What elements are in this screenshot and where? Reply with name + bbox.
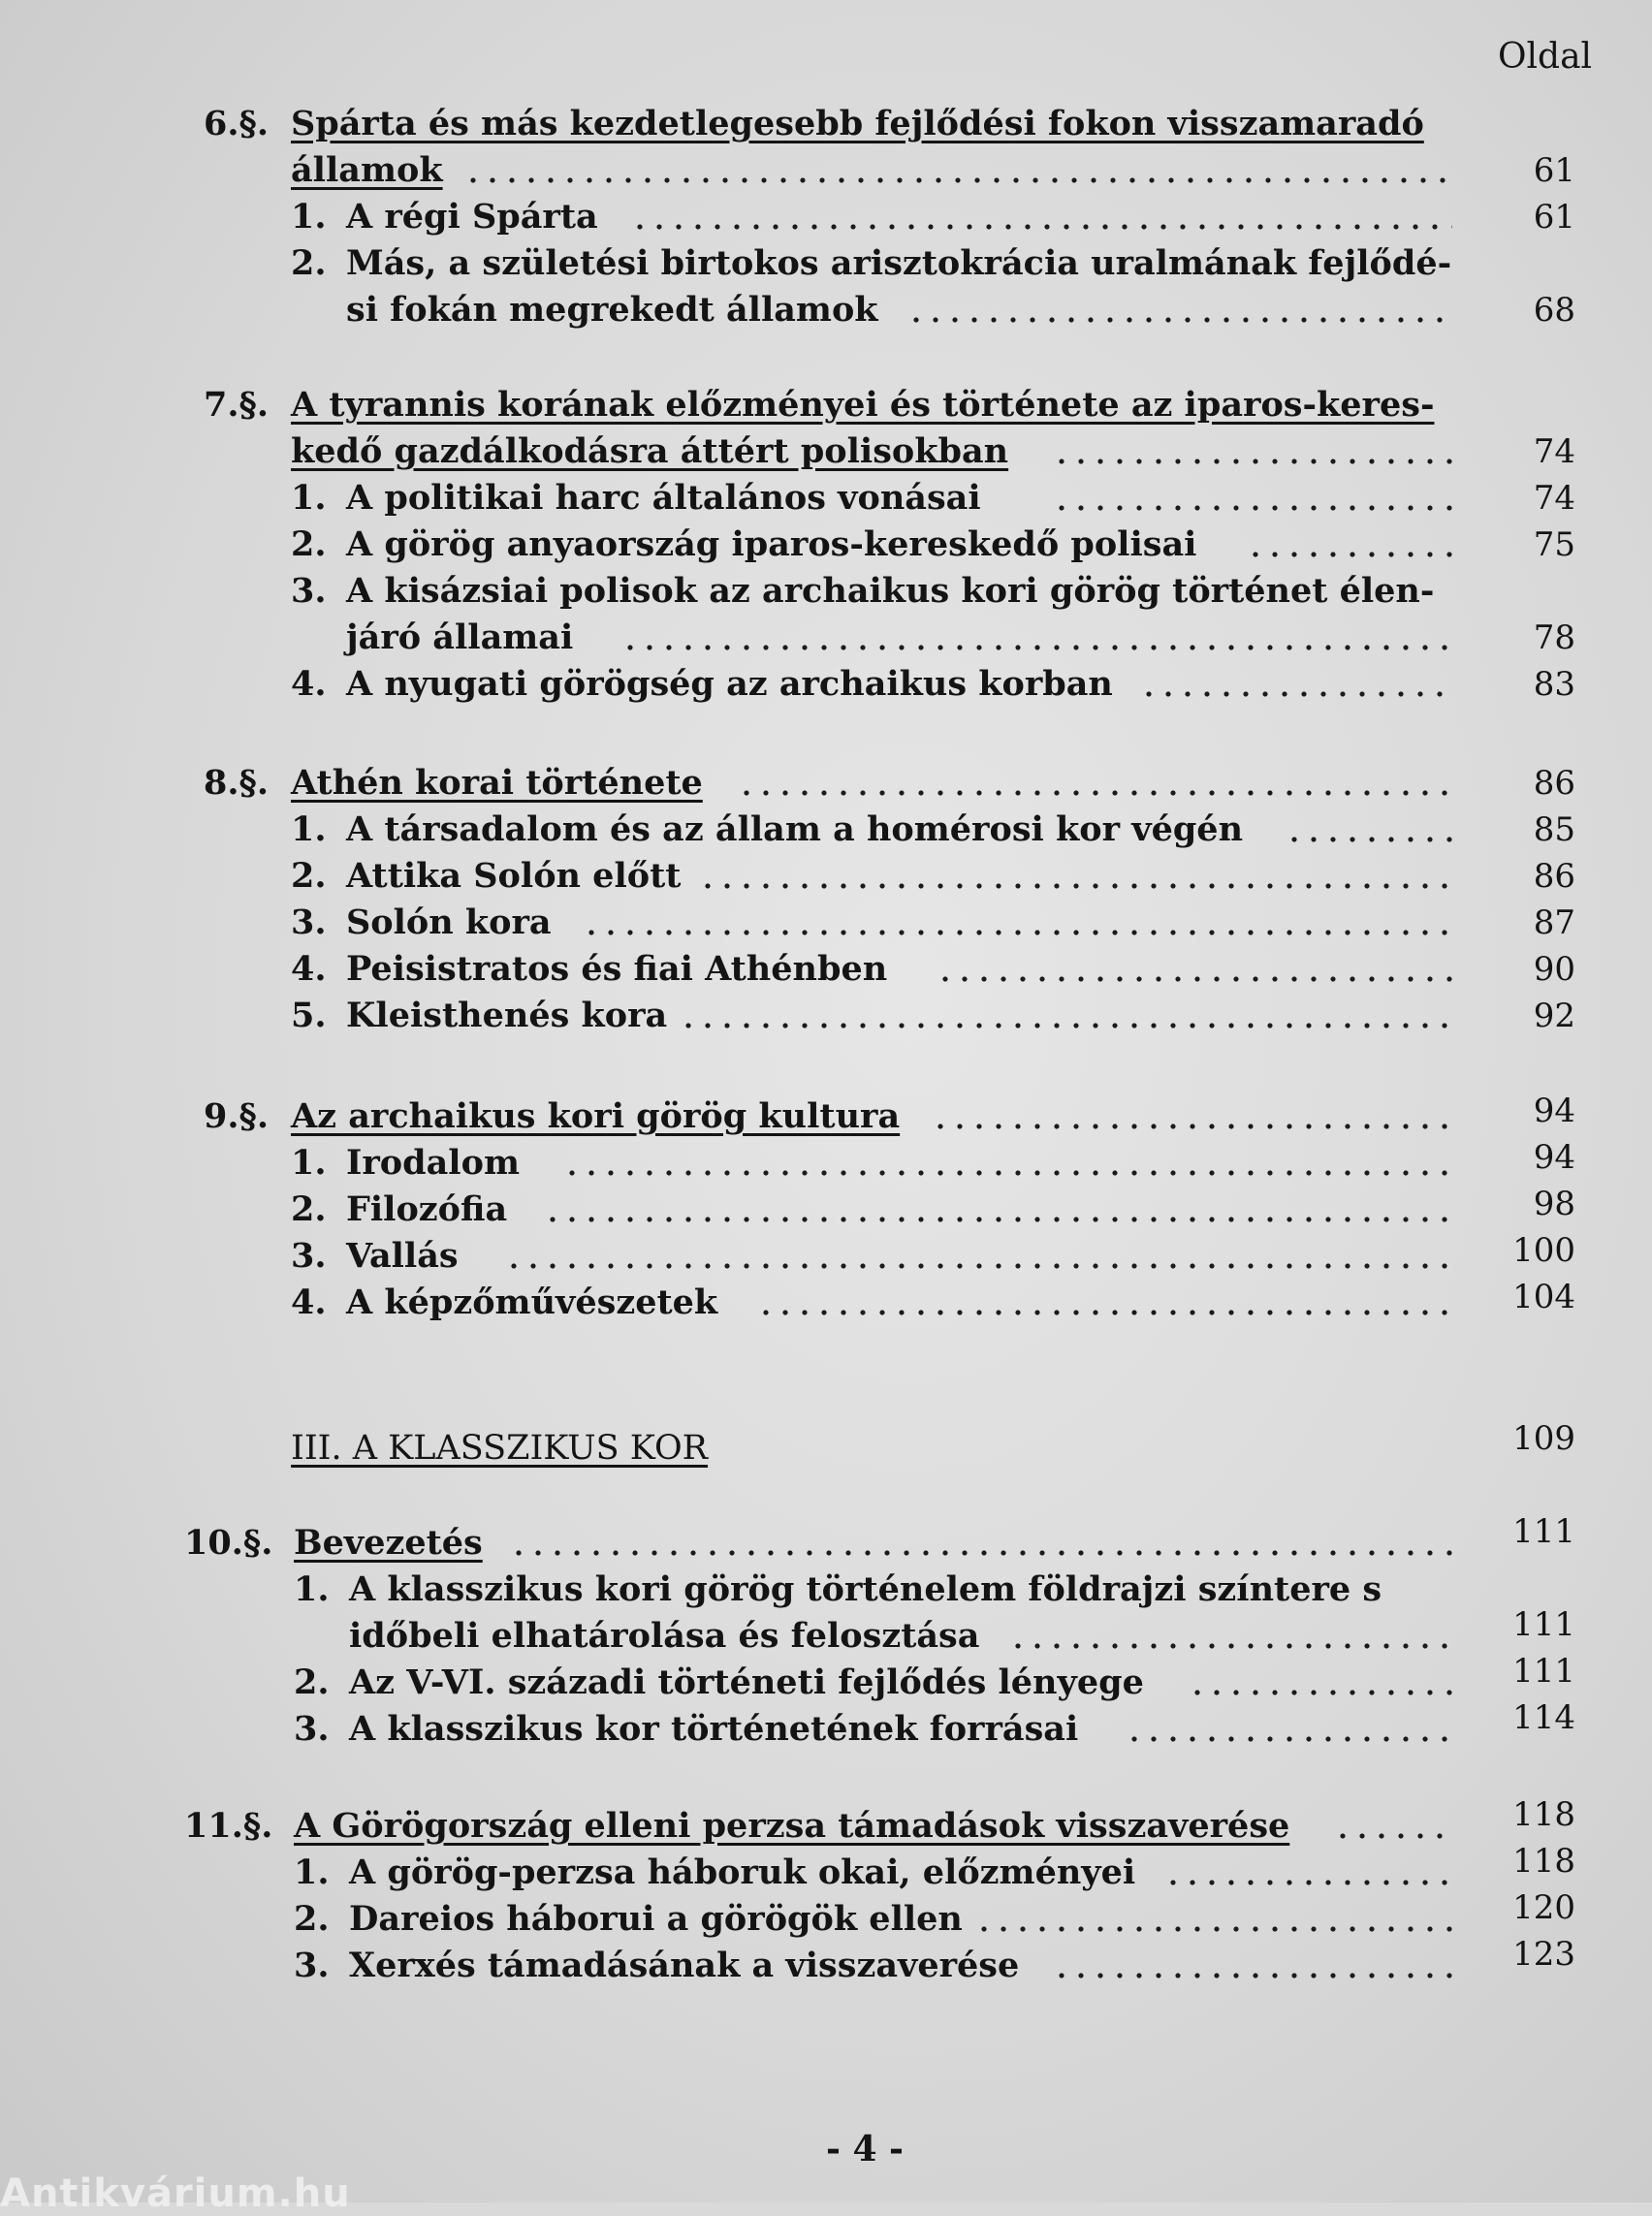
- section-8-item-3-text: Solón kora: [346, 902, 552, 942]
- section-6-item-2-text: Más, a születési birtokos arisztokrácia uralmának fejlődé-: [346, 243, 1452, 283]
- section-10-item-1-page: 111: [1512, 1605, 1575, 1644]
- section-11-item-3-number: 3.: [294, 1946, 330, 1985]
- section-8-item-5-page: 92: [1533, 997, 1575, 1035]
- section-10-item-2-page: 111: [1512, 1652, 1575, 1691]
- leader-dots: [562, 1170, 1452, 1176]
- section-10-item-3-page: 114: [1512, 1698, 1575, 1737]
- section-8-item-1-page: 85: [1533, 810, 1575, 849]
- section-11-item-2-page: 120: [1512, 1888, 1575, 1927]
- leader-dots: [936, 976, 1452, 982]
- section-8-item-4-number: 4.: [291, 949, 327, 989]
- section-8-item-1-text: A társadalom és az állam a homérosi kor végén: [346, 809, 1244, 849]
- section-7-item-3-page: 78: [1533, 618, 1575, 657]
- section-9-number: 9.§.: [204, 1096, 270, 1136]
- leader-dots: [1246, 552, 1452, 557]
- section-9-item-3-number: 3.: [291, 1236, 327, 1276]
- section-7-item-2-text: A görög anyaország iparos-kereskedő polisai: [346, 524, 1197, 564]
- leader-dots: [756, 1310, 1452, 1315]
- leader-dots: [630, 224, 1452, 230]
- section-9-item-4-number: 4.: [291, 1282, 327, 1322]
- section-7-item-1-page: 74: [1533, 479, 1575, 518]
- leader-dots: [1125, 1736, 1452, 1742]
- section-7-item-3-number: 3.: [291, 571, 327, 611]
- section-10-item-1-text-line2: időbeli elhatárolása és felosztása: [349, 1616, 980, 1656]
- section-7-item-4-number: 4.: [291, 664, 327, 704]
- section-10-item-2-number: 2.: [294, 1662, 330, 1702]
- section-8-item-3-number: 3.: [291, 902, 327, 942]
- leader-dots: [737, 790, 1452, 796]
- section-9-item-1-page: 94: [1533, 1138, 1575, 1177]
- section-10-item-3-number: 3.: [294, 1709, 330, 1749]
- section-7-title-line2: kedő gazdálkodásra áttért polisokban: [291, 431, 1009, 471]
- section-7-item-3-text: A kisázsiai polisok az archaikus kori görög történet élen-: [346, 571, 1435, 611]
- section-6-item-2-number: 2.: [291, 243, 327, 283]
- section-7-number: 7.§.: [204, 385, 270, 425]
- leader-dots: [1333, 1833, 1452, 1839]
- section-11-number: 11.§.: [184, 1806, 273, 1846]
- page-column-header: Oldal: [1498, 37, 1593, 77]
- section-9-item-3-page: 100: [1512, 1231, 1575, 1270]
- section-6-item-2-text-line2: si fokán megrekedt államok: [346, 290, 878, 330]
- section-8-item-1-number: 1.: [291, 809, 327, 849]
- leader-dots: [698, 883, 1452, 889]
- leader-dots: [509, 1550, 1452, 1556]
- section-6-title-line2: államok: [291, 150, 443, 190]
- leader-dots: [679, 1023, 1452, 1029]
- section-8-item-4-page: 90: [1533, 950, 1575, 989]
- section-6-title-line1: Spárta és más kezdetlegesebb fejlődési fokon visszamaradó: [291, 104, 1424, 143]
- section-11-item-1-text: A görög-perzsa háboruk okai, előzményei: [349, 1852, 1136, 1892]
- section-11-item-3-page: 123: [1512, 1935, 1575, 1974]
- section-8-item-3-page: 87: [1533, 903, 1575, 942]
- section-7-item-2-page: 75: [1533, 525, 1575, 564]
- section-7-item-1-number: 1.: [291, 478, 327, 518]
- leader-dots: [1139, 691, 1452, 697]
- section-8-item-2-number: 2.: [291, 856, 327, 896]
- section-7-item-2-number: 2.: [291, 524, 327, 564]
- section-9-item-1-number: 1.: [291, 1143, 327, 1183]
- section-8-title: Athén korai története: [291, 763, 703, 803]
- section-10-number: 10.§.: [184, 1523, 273, 1563]
- section-8-item-5-text: Kleisthenés kora: [346, 996, 668, 1035]
- section-10-item-2-text: Az V-VI. századi történeti fejlődés lényege: [349, 1662, 1144, 1702]
- leader-dots: [1052, 505, 1452, 511]
- section-6-item-1-number: 1.: [291, 197, 327, 237]
- section-6-item-1-page: 61: [1533, 198, 1575, 237]
- section-9-item-2-page: 98: [1533, 1185, 1575, 1223]
- section-10-item-1-number: 1.: [294, 1569, 330, 1609]
- section-9-item-1-text: Irodalom: [346, 1143, 520, 1183]
- leader-dots: [906, 317, 1452, 323]
- section-10-page: 111: [1512, 1512, 1575, 1551]
- part-3-title: III. A KLASSZIKUS KOR: [291, 1429, 709, 1468]
- leader-dots: [1285, 837, 1452, 842]
- watermark: Antikvárium.hu: [0, 2171, 351, 2216]
- section-8-item-4-text: Peisistratos és fiai Athénben: [346, 949, 888, 989]
- section-9-page: 94: [1533, 1092, 1575, 1130]
- section-7-item-3-text-line2: járó államai: [346, 617, 574, 657]
- section-11-item-2-number: 2.: [294, 1899, 330, 1939]
- leader-dots: [463, 177, 1452, 183]
- leader-dots: [504, 1263, 1452, 1269]
- section-6-number: 6.§.: [204, 104, 270, 143]
- section-9-item-4-text: A képzőművészetek: [346, 1282, 718, 1322]
- section-6-page: 61: [1533, 151, 1575, 190]
- section-9-title: Az archaikus kori görög kultura: [291, 1096, 901, 1136]
- leader-dots: [1052, 459, 1452, 464]
- leader-dots: [1188, 1690, 1452, 1695]
- section-11-item-3-text: Xerxés támadásának a visszaverése: [349, 1946, 1020, 1985]
- leader-dots: [1163, 1880, 1452, 1885]
- section-11-item-2-text: Dareios háborui a görögök ellen: [349, 1899, 963, 1939]
- leader-dots: [1052, 1973, 1452, 1979]
- section-7-item-4-page: 83: [1533, 665, 1575, 704]
- leader-dots: [931, 1124, 1452, 1129]
- section-11-page: 118: [1512, 1795, 1575, 1834]
- section-8-number: 8.§.: [204, 763, 270, 803]
- section-11-item-1-page: 118: [1512, 1842, 1575, 1881]
- section-7-item-1-text: A politikai harc általános vonásai: [346, 478, 981, 518]
- leader-dots: [974, 1926, 1452, 1932]
- section-10-title: Bevezetés: [294, 1523, 483, 1563]
- section-8-item-2-page: 86: [1533, 857, 1575, 896]
- section-6-item-2-page: 68: [1533, 291, 1575, 330]
- section-8-page: 86: [1533, 764, 1575, 803]
- leader-dots: [582, 930, 1452, 935]
- section-8-item-5-number: 5.: [291, 996, 327, 1035]
- leader-dots: [620, 645, 1452, 650]
- section-9-item-4-page: 104: [1512, 1278, 1575, 1316]
- page-number: - 4 -: [826, 2129, 904, 2169]
- section-10-item-3-text: A klasszikus kor történetének forrásai: [349, 1709, 1079, 1749]
- section-9-item-2-text: Filozófia: [346, 1189, 508, 1229]
- section-10-item-1-text: A klasszikus kori görög történelem földrajzi színtere s: [349, 1569, 1382, 1609]
- section-8-item-2-text: Attika Solón előtt: [346, 856, 682, 896]
- section-11-title: A Görögország elleni perzsa támadások visszaverése: [294, 1806, 1290, 1846]
- section-9-item-2-number: 2.: [291, 1189, 327, 1229]
- section-6-item-1-text: A régi Spárta: [346, 197, 598, 237]
- part-3-page: 109: [1512, 1419, 1575, 1458]
- section-9-item-3-text: Vallás: [346, 1236, 459, 1276]
- section-7-page: 74: [1533, 432, 1575, 471]
- section-7-item-4-text: A nyugati görögség az archaikus korban: [346, 664, 1113, 704]
- leader-dots: [1008, 1643, 1452, 1649]
- leader-dots: [543, 1217, 1452, 1222]
- section-11-item-1-number: 1.: [294, 1852, 330, 1892]
- section-7-title-line1: A tyrannis korának előzményei és története az iparos-keres-: [291, 385, 1435, 425]
